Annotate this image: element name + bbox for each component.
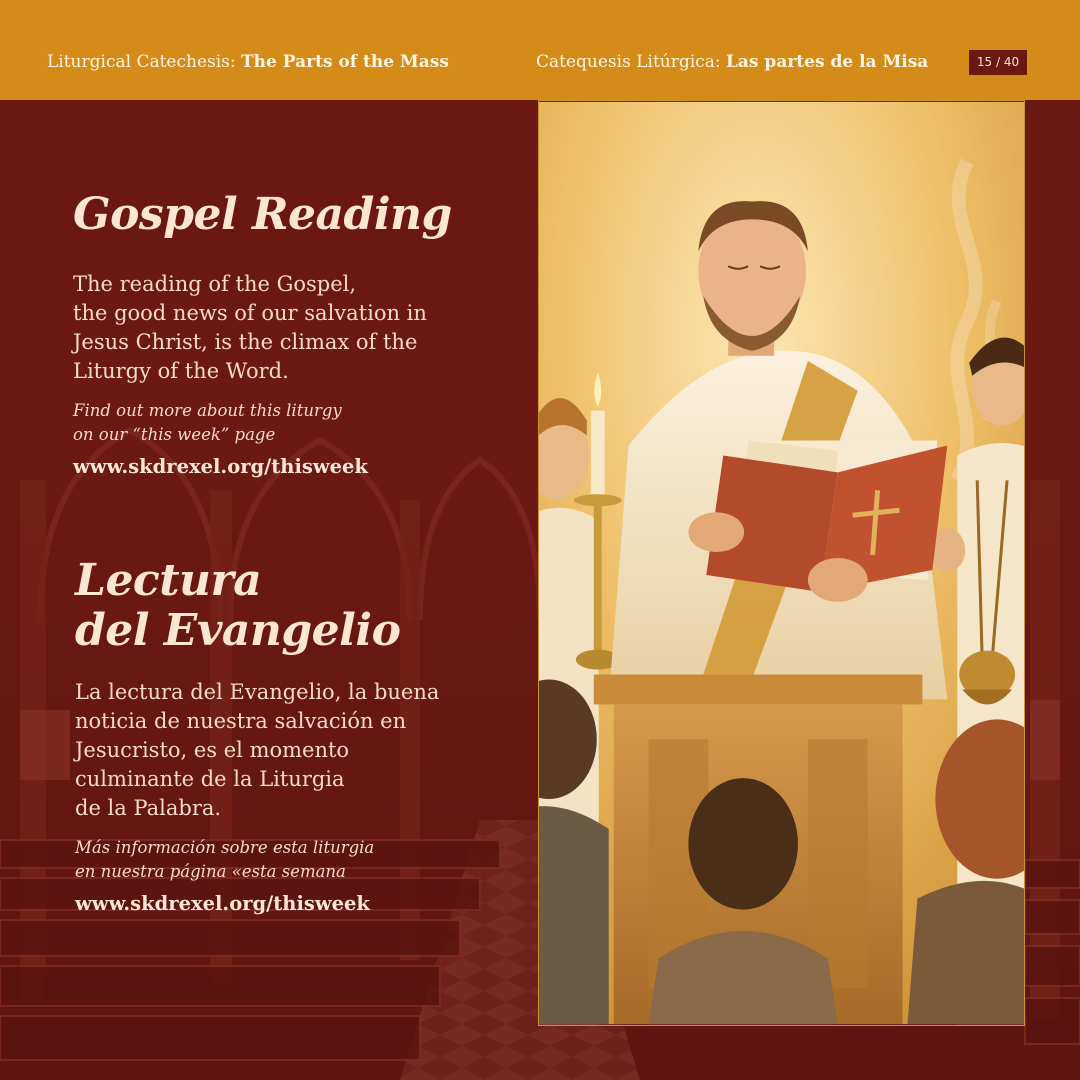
page-counter-badge: 15 / 40: [969, 50, 1027, 75]
url-link-spanish[interactable]: www.skdrexel.org/thisweek: [75, 892, 370, 915]
header-bar: [0, 0, 1080, 100]
body-line: La lectura del Evangelio, la buena: [75, 680, 440, 704]
series-title-spanish: Catequesis Litúrgica: Las partes de la Misa: [536, 52, 929, 72]
body-line: the good news of our salvation in: [73, 301, 427, 325]
gospel-reading-illustration: [538, 100, 1025, 1026]
body-english: [73, 270, 503, 386]
body-line: Jesucristo, es el momento: [75, 738, 350, 762]
body-line: The reading of the Gospel,: [73, 272, 357, 296]
heading-line: del Evangelio: [75, 605, 401, 656]
url-link-english[interactable]: www.skdrexel.org/thisweek: [73, 455, 368, 478]
body-spanish: [75, 678, 515, 823]
note-line: en nuestra página «esta semana: [75, 862, 346, 881]
note-line: Find out more about this liturgy: [73, 401, 342, 420]
heading-english: Gospel Reading: [73, 189, 452, 240]
body-line: de la Palabra.: [75, 796, 222, 820]
heading-line: Lectura: [75, 555, 262, 606]
series-title-english: Liturgical Catechesis: The Parts of the Mass: [47, 52, 449, 72]
note-english: [73, 399, 473, 447]
note-spanish: [75, 836, 475, 884]
body-line: Liturgy of the Word.: [73, 359, 289, 383]
note-line: on our “this week” page: [73, 425, 276, 444]
body-line: noticia de nuestra salvación en: [75, 709, 407, 733]
heading-spanish: [75, 556, 515, 656]
body-line: Jesus Christ, is the climax of the: [73, 330, 418, 354]
note-line: Más información sobre esta liturgia: [75, 838, 375, 857]
body-line: culminante de la Liturgia: [75, 767, 345, 791]
